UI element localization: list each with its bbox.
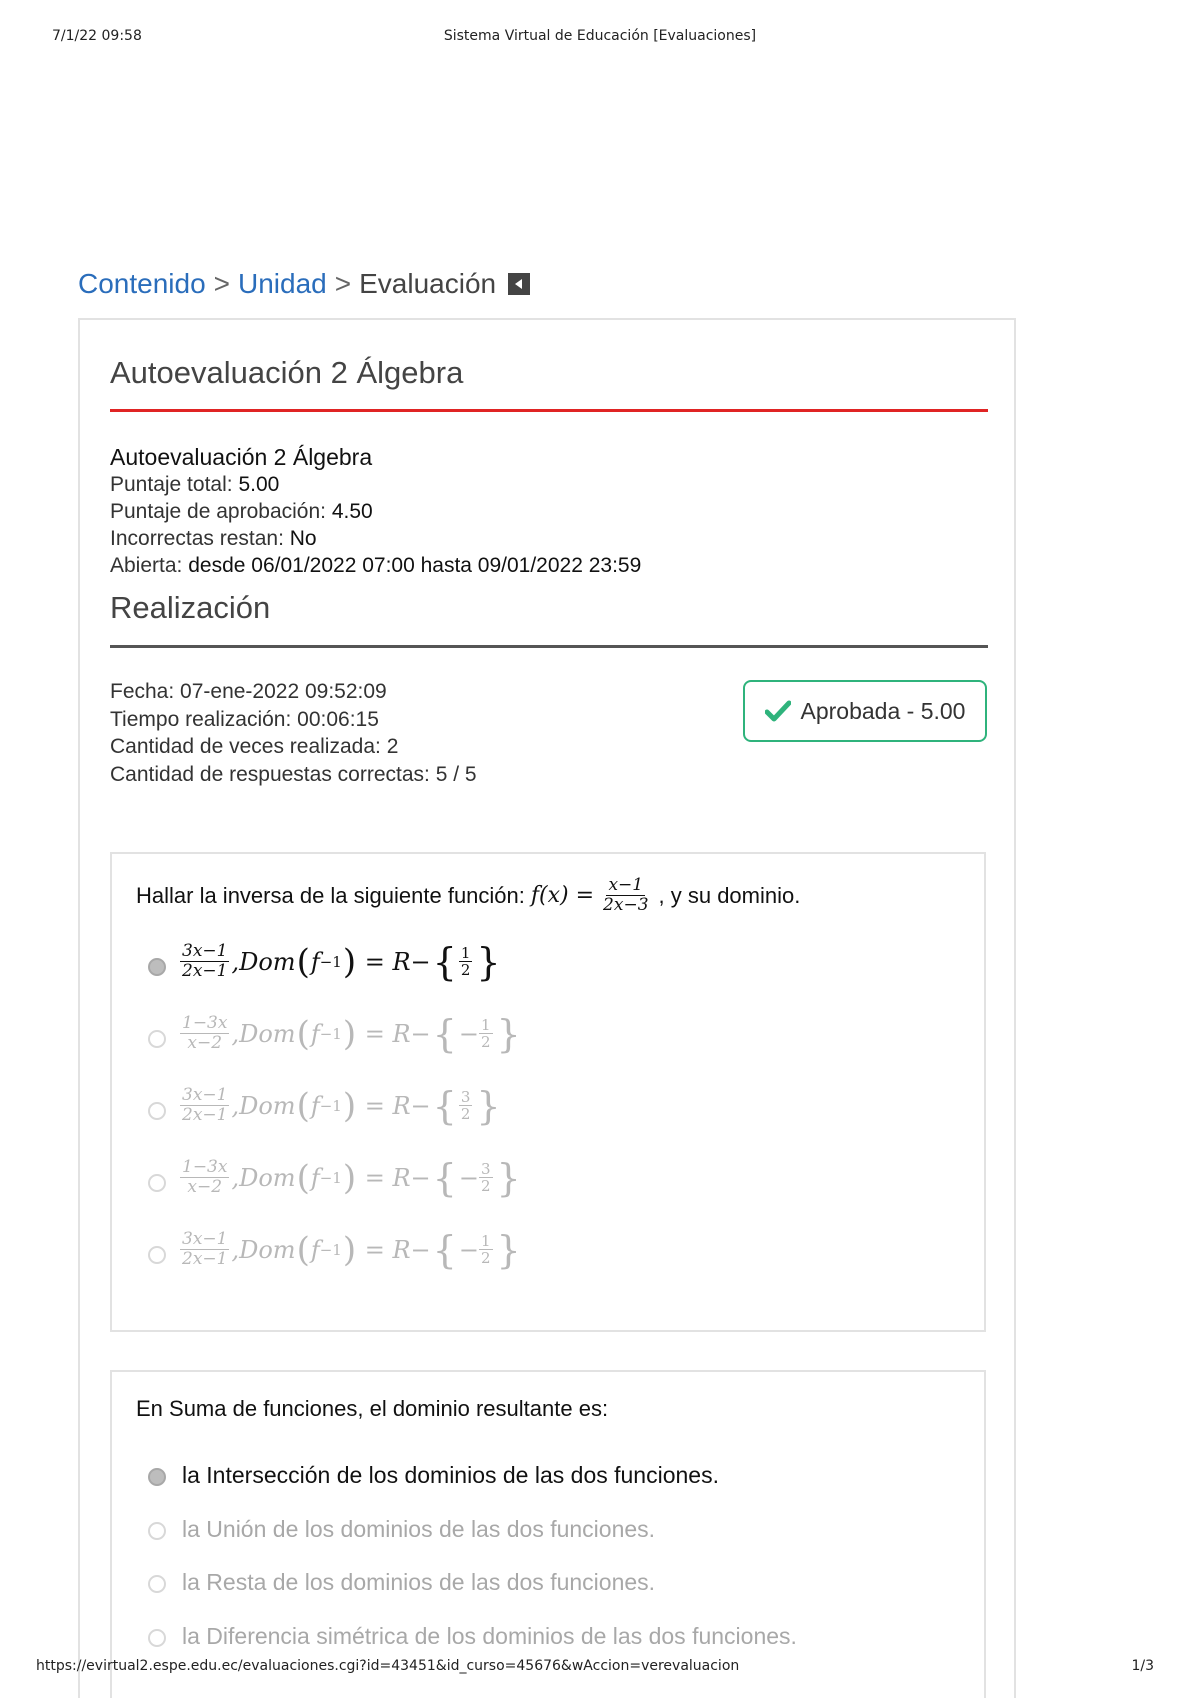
tiempo-label: Tiempo realización: (110, 707, 292, 731)
dom-label: Dom (239, 1163, 296, 1192)
exponent: −1 (319, 1168, 342, 1187)
question-card-1 (110, 852, 986, 1332)
fecha-label: Fecha: (110, 680, 175, 703)
q1-option-2[interactable]: $\frac{1-3x}{x-2}$ , Dom ( f −1 ) = R− { − $\frac{1}{2}$ } (182, 1011, 521, 1056)
negative-value: No (289, 527, 317, 550)
option-numerator: 1−3x (182, 1157, 228, 1177)
realizacion-heading: Realización (110, 590, 271, 625)
equals-r: = R− (364, 1163, 431, 1192)
option-denominator: 2x−1 (182, 1105, 228, 1125)
print-page-title: Sistema Virtual de Educación [Evaluaciones] (443, 28, 757, 44)
set-denominator: 2 (460, 1105, 471, 1123)
set-denominator: 2 (480, 1033, 491, 1051)
q1-option-1[interactable]: $\frac{3x-1}{2x-1}$ , Dom ( f −1 ) = R− { $\frac{1}{2}$ } (182, 939, 501, 984)
total-score-row (110, 471, 641, 498)
breadcrumb-contenido[interactable]: Contenido (78, 268, 206, 299)
equals-r: = R− (364, 1091, 431, 1120)
q1-option-4-radio[interactable] (148, 1174, 166, 1192)
question-1-prefix: Hallar la inversa de la siguiente función: (136, 882, 525, 908)
attempt-stats (110, 678, 477, 788)
function-lhs: f(x) = (530, 883, 595, 908)
correctas-row (110, 761, 477, 789)
dom-label: Dom (239, 947, 296, 976)
print-url: https://evirtual2.espe.edu.ec/evaluaciones.cgi?id=43451&id_curso=45676&wAccion=verevaluacion (36, 1658, 740, 1674)
q2-option-3-radio[interactable] (148, 1575, 166, 1593)
open-label: Abierta: (110, 554, 183, 577)
open-value: desde 06/01/2022 07:00 hasta 09/01/2022 23:59 (188, 554, 642, 577)
dom-label: Dom (239, 1019, 296, 1048)
print-datetime: 7/1/22 09:58 (52, 28, 142, 44)
q1-option-4[interactable]: $\frac{1-3x}{x-2}$ , Dom ( f −1 ) = R− { − $\frac{3}{2}$ } (182, 1155, 521, 1200)
option-denominator: 2x−1 (182, 961, 228, 981)
dom-label: Dom (239, 1091, 296, 1120)
question-1-suffix: , y su dominio. (658, 882, 801, 908)
f-symbol: f (310, 1019, 320, 1048)
option-numerator: 1−3x (182, 1013, 228, 1033)
set-denominator: 2 (480, 1177, 491, 1195)
veces-value: 2 (386, 735, 399, 758)
function-numerator: x−1 (608, 875, 644, 895)
fecha-value: 07-ene-2022 09:52:09 (180, 680, 387, 703)
option-denominator: x−2 (187, 1177, 223, 1197)
function-denominator: 2x−3 (603, 895, 649, 915)
exponent: −1 (319, 952, 342, 971)
page-title: Autoevaluación 2 Álgebra (110, 355, 464, 390)
total-score-label: Puntaje total: (110, 473, 233, 496)
set-numerator: 1 (460, 944, 471, 962)
pass-score-label: Puntaje de aprobación: (110, 500, 326, 523)
pass-score-value: 4.50 (331, 500, 373, 523)
q1-option-5-radio[interactable] (148, 1246, 166, 1264)
veces-row (110, 733, 477, 761)
q1-option-3-radio[interactable] (148, 1102, 166, 1120)
set-numerator: 3 (480, 1160, 491, 1178)
status-badge (743, 680, 987, 742)
option-denominator: 2x−1 (182, 1249, 228, 1269)
q1-option-5[interactable]: $\frac{3x-1}{2x-1}$ , Dom ( f −1 ) = R− { − $\frac{1}{2}$ } (182, 1227, 521, 1272)
veces-label: Cantidad de veces realizada: (110, 735, 381, 758)
tiempo-value: 00:06:15 (297, 707, 379, 731)
option-numerator: 3x−1 (182, 1229, 228, 1249)
correctas-label: Cantidad de respuestas correctas: (110, 762, 430, 786)
print-header (0, 28, 1200, 48)
equals-r: = R− (364, 1019, 431, 1048)
set-sign: − (458, 1163, 479, 1192)
function-fraction (601, 876, 650, 915)
exponent: −1 (319, 1096, 342, 1115)
pass-score-row (110, 498, 641, 525)
set-numerator: 1 (480, 1232, 491, 1250)
tiempo-row (110, 706, 477, 734)
breadcrumb-unidad[interactable]: Unidad (238, 268, 327, 299)
title-divider (110, 409, 988, 412)
q2-option-1[interactable]: la Intersección de los dominios de las dos funciones. (182, 1462, 719, 1488)
q2-option-2-radio[interactable] (148, 1522, 166, 1540)
f-symbol: f (310, 1235, 320, 1264)
check-icon (765, 700, 791, 722)
f-symbol: f (310, 947, 320, 976)
print-footer (0, 1658, 1200, 1678)
question-1-text (136, 876, 800, 915)
equals-r: = R− (364, 1235, 431, 1264)
set-numerator: 1 (480, 1016, 491, 1034)
set-denominator: 2 (460, 961, 471, 979)
breadcrumb-separator: > (334, 268, 352, 299)
set-numerator: 3 (460, 1088, 471, 1106)
question-card-2 (110, 1370, 986, 1698)
realizacion-divider (110, 645, 988, 648)
correctas-value: 5 / 5 (435, 762, 477, 786)
option-numerator: 3x−1 (182, 1085, 228, 1105)
dom-label: Dom (239, 1235, 296, 1264)
total-score-value: 5.00 (238, 473, 280, 496)
q2-option-1-radio[interactable] (148, 1468, 166, 1486)
question-1-function (531, 876, 653, 915)
option-numerator: 3x−1 (182, 941, 228, 961)
q1-option-2-radio[interactable] (148, 1030, 166, 1048)
breadcrumb-separator: > (213, 268, 231, 299)
f-symbol: f (310, 1163, 320, 1192)
negative-label: Incorrectas restan: (110, 527, 284, 550)
breadcrumb-evaluacion: Evaluación (359, 268, 497, 299)
equals-r: = R− (364, 947, 431, 976)
fecha-row (110, 678, 477, 706)
negative-row (110, 525, 641, 552)
exponent: −1 (319, 1240, 342, 1259)
collapse-left-icon[interactable] (508, 273, 530, 295)
set-sign: − (458, 1019, 479, 1048)
question-2-text: En Suma de funciones, el dominio resultante es: (136, 1396, 609, 1421)
option-denominator: x−2 (187, 1033, 223, 1053)
q2-option-4-radio[interactable] (148, 1629, 166, 1647)
q2-option-2[interactable]: la Unión de los dominios de las dos funciones. (182, 1516, 656, 1542)
set-sign: − (458, 1235, 479, 1264)
evaluation-info (110, 444, 641, 579)
q1-option-3[interactable]: $\frac{3x-1}{2x-1}$ , Dom ( f −1 ) = R− { $\frac{3}{2}$ } (182, 1083, 501, 1128)
status-text: Aprobada - 5.00 (800, 697, 966, 724)
q2-option-3[interactable]: la Resta de los dominios de las dos funciones. (182, 1569, 656, 1595)
q2-option-4[interactable]: la Diferencia simétrica de los dominios de las dos funciones. (182, 1623, 797, 1649)
exponent: −1 (319, 1024, 342, 1043)
set-denominator: 2 (480, 1249, 491, 1267)
f-symbol: f (310, 1091, 320, 1120)
breadcrumb (78, 266, 530, 302)
evaluation-subtitle: Autoevaluación 2 Álgebra (110, 444, 373, 470)
q1-option-1-radio[interactable] (148, 958, 166, 976)
open-row (110, 552, 641, 579)
print-page-number: 1/3 (1131, 1658, 1154, 1674)
